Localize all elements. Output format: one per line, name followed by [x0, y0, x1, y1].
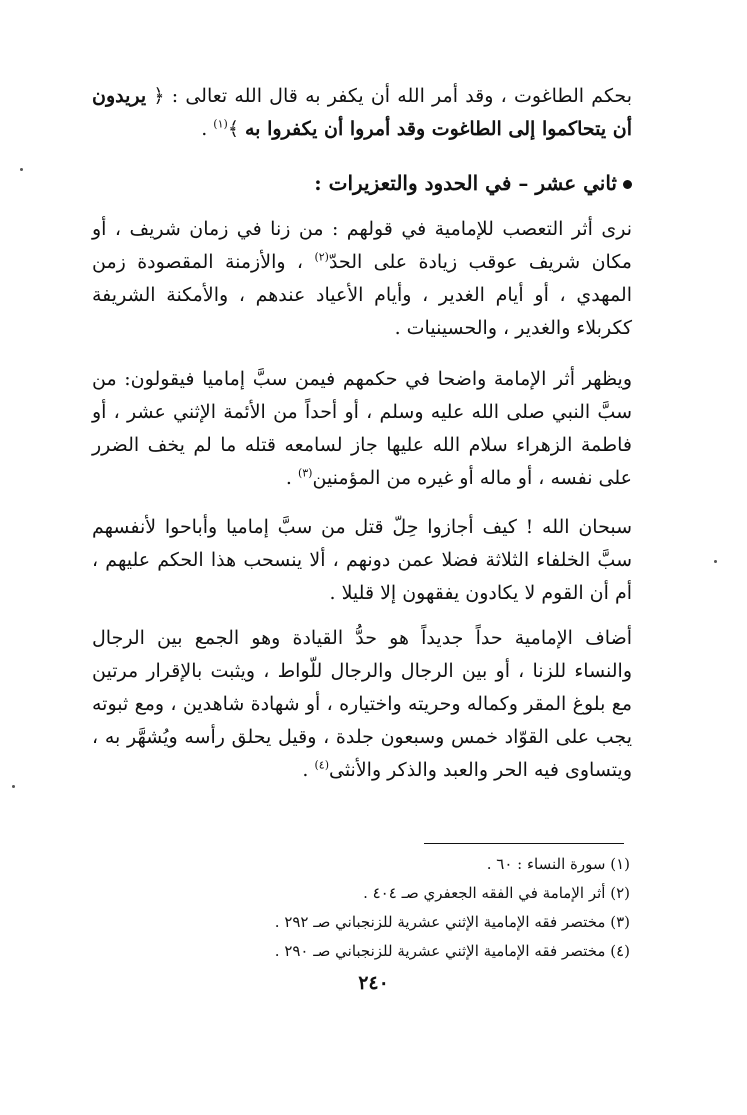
paragraph-3 [92, 511, 632, 610]
paragraph-1-text-a: نرى أثر التعصب للإمامية في قولهم : من زنا في زمان شريف ، أو مكان شريف عوقب زيادة على الحدّ [92, 218, 632, 273]
scan-speck [12, 785, 15, 788]
paragraph-2-text-a: ويظهر أثر الإمامة واضحا في حكمهم فيمن سبَّ إماميا فيقولون: من سبَّ النبي صلى الله عليه وسلم ، أو أحداً من الأئمة الإثني عشر ، أو فاطمة الزهراء سلام الله عليها جاز لسامعه قتله ما لم يخف الضرر على نفسه ، أو ماله أو غيره من المؤمنين [92, 368, 632, 489]
paragraph-3-text: سبحان الله ! كيف أجازوا حِلّ قتل من سبَّ إماميا وأباحوا لأنفسهم سبَّ الخلفاء الثلاثة فضلا عمن دونهم ، ألا ينسحب هذا الحكم عليهم ، أم أن القوم لا يكادون يفقهون إلا قليلا . [92, 516, 632, 604]
footnote-divider [424, 843, 624, 844]
intro-end: . [201, 118, 214, 140]
footnote-4: (٤) مختصر فقه الإمامية الإثني عشرية للزنجباني صـ ٢٩٠ . [274, 942, 630, 960]
footnote-3: (٣) مختصر فقه الإمامية الإثني عشرية للزنجباني صـ ٢٩٢ . [274, 913, 630, 931]
intro-suffix: ﴾ [227, 118, 245, 140]
paragraph-2-text-b: . [285, 467, 298, 489]
paragraph-4 [92, 622, 632, 787]
footnote-2: (٢) أثر الإمامة في الفقه الجعفري صـ ٤٠٤ . [363, 884, 630, 902]
paragraph-1 [92, 213, 632, 345]
section-heading-text: ثاني عشر – في الحدود والتعزيرات : [314, 171, 617, 195]
intro-paragraph [92, 80, 632, 146]
paragraph-2 [92, 363, 632, 495]
footnote-ref-2: (٢) [314, 250, 329, 264]
section-heading [92, 167, 632, 200]
footnote-ref-4: (٤) [314, 758, 329, 772]
intro-prefix: بحكم الطاغوت ، وقد أمر الله أن يكفر به قال الله تعالى : ﴿ [146, 85, 632, 107]
scan-speck [714, 560, 717, 563]
quran-quote: يريدون أن يتحاكموا إلى الطاغوت وقد أمروا أن يكفروا به [92, 85, 632, 140]
footnote-ref-3: (٣) [297, 466, 313, 480]
page-number: ٢٤٠ [358, 972, 389, 994]
footnotes [92, 850, 630, 966]
paragraph-1-text-b: ، والأزمنة المقصودة زمن المهدي ، أو أيام الغدير ، وأيام الأعياد عندهم ، والأمكنة الشريفة ككربلاء والغدير ، والحسينيات . [92, 251, 632, 339]
bullet-icon [623, 180, 632, 189]
paragraph-4-text-b: . [302, 759, 315, 781]
scan-speck [20, 168, 23, 171]
footnote-1: (١) سورة النساء : ٦٠ . [486, 855, 630, 873]
footnote-ref-1: (١) [213, 117, 228, 131]
paragraph-4-text-a: أضاف الإمامية حداً جديداً هو حدُّ القيادة وهو الجمع بين الرجال والنساء للزنا ، أو بين الرجال والرجال للّواط ، ويثبت بالإقرار مرتين مع بلوغ المقر وكماله وحريته واختياره ، أو شهادة شاهدين ، ومع ثبوته يجب على القوّاد خمس وسبعون جلدة ، وقيل يحلق رأسه ويُشهَّر به ، ويتساوى فيه الحر والعبد والذكر والأنثى [92, 627, 632, 781]
